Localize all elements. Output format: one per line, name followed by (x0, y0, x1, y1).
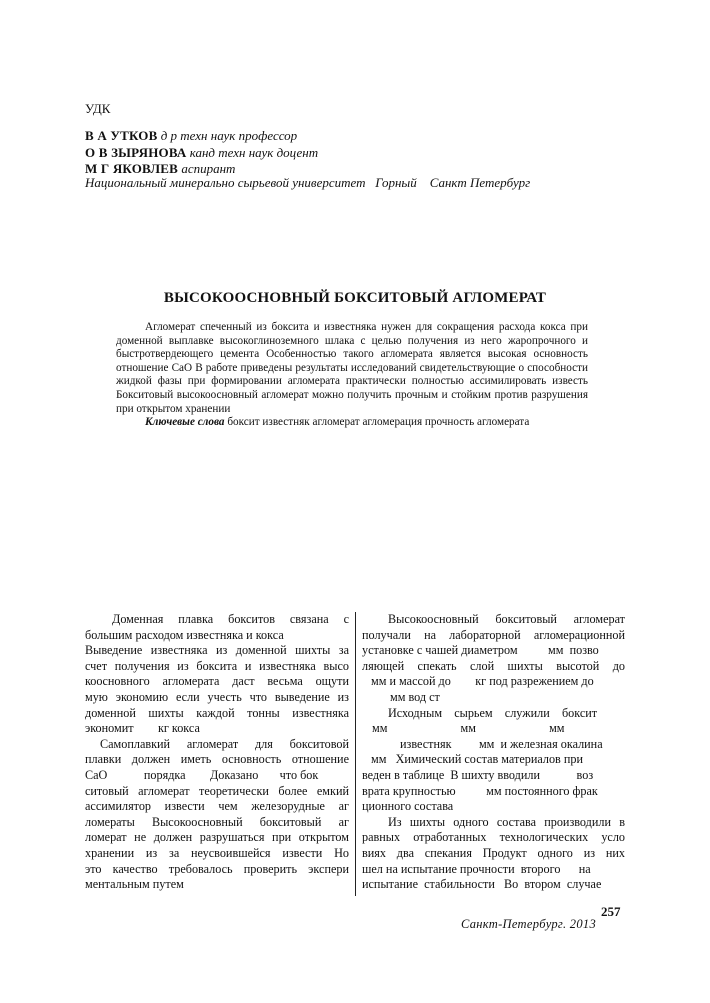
right-line: мм мм мм (372, 721, 565, 736)
right-line: известняк мм и железная окалина (400, 736, 603, 751)
abstract (116, 321, 588, 416)
page-number: 257 (601, 904, 621, 919)
left-line: ломерат не должен разрушаться при открытом (85, 830, 349, 845)
keywords-line (145, 416, 529, 428)
author-2-role: канд техн наук доцент (189, 145, 319, 160)
left-line: Выведение известняка из доменной шихты за (85, 643, 349, 658)
abstract-text: Агломерат спеченный из боксита и известняка нужен для сокращения расхода кокса при доменной выплавке высокоглиноземного шлака с целью получения из него жаропрочного и быстротвердеющего цемента Особенностью такого агломерата является высокая основность отношение CaO В работе приведены результаты исследований свидетельствующие о способности жидкой фазы при формировании агломерата практически полностью ассимилировать известь Бокситовый высокоосновный агломерат можно получить прочным и стойким против разрушения при открытом хранении (116, 321, 588, 415)
left-line: доменной шихты каждой тонны известняка (85, 705, 349, 720)
left-line: Доменная плавка бокситов связана с (112, 612, 349, 626)
right-line: мм Химический состав материалов при (371, 752, 583, 767)
right-line: ляющей спекать слой шихты высотой до (362, 658, 625, 673)
author-3-name: М Г ЯКОВЛЕВ (85, 161, 179, 176)
left-line: плавки должен иметь основность отношение (85, 752, 349, 767)
keywords-text: боксит известняк агломерат агломерация прочность агломерата (227, 416, 530, 428)
right-line: Из шихты одного состава производили в (388, 814, 625, 829)
right-line: веден в таблице В шихту вводили воз (362, 767, 594, 782)
left-column (85, 612, 349, 893)
author-2-name: О В ЗЫРЯНОВА (85, 145, 187, 160)
left-line: ситовый агломерат теоретически более емкий (85, 783, 349, 798)
left-line: экономит кг кокса (85, 721, 200, 736)
footer-city-year: Санкт-Петербург. 2013 (461, 917, 596, 931)
keywords-label: Ключевые слова (145, 416, 225, 428)
paper-title: ВЫСОКООСНОВНЫЙ БОКСИТОВЫЙ АГЛОМЕРАТ (163, 290, 547, 306)
author-1-name: В А УТКОВ (85, 128, 158, 143)
affiliation: Национальный минерально сырьевой университет Горный Санкт Петербург (85, 175, 531, 190)
right-line: Высокоосновный бокситовый агломерат (388, 612, 625, 626)
left-line: большим расходом известняка и кокса (85, 627, 284, 642)
right-line: Исходным сырьем служили боксит (388, 705, 598, 720)
author-1 (85, 128, 297, 144)
column-divider (355, 612, 356, 896)
right-line: виях два спекания Продукт одного из них (362, 845, 625, 860)
author-2 (85, 145, 318, 161)
author-1-role: д р техн наук профессор (160, 128, 298, 143)
right-line: испытание стабильности Во втором случае (362, 877, 602, 892)
right-line: мм и массой до кг под разрежением до (371, 674, 594, 689)
right-line: мм вод ст (390, 689, 440, 704)
right-column (362, 612, 625, 893)
left-line: ломераты Высокоосновный бокситовый аг (85, 814, 349, 829)
udk-label: УДК (85, 101, 111, 116)
right-line: ционного состава (362, 799, 454, 814)
right-line: установке с чашей диаметром мм позво (362, 643, 599, 658)
left-line: Самоплавкий агломерат для бокситовой (100, 736, 349, 751)
left-line: счет получения из боксита и известняка высо (85, 658, 349, 673)
right-line: шел на испытание прочности второго на (362, 861, 591, 876)
left-line: мую экономию если учесть что выведение из (85, 689, 349, 704)
left-line: кооcновного агломерата даст весьма ощути (85, 674, 349, 689)
right-line: врата крупностью мм постоянного фрак (362, 783, 598, 798)
left-line: ментальным путем (85, 877, 184, 892)
right-line: равных отработанных технологических усло (362, 830, 625, 845)
left-line: это качество требовалось проверить экспери (85, 861, 349, 876)
author-3-role: аспирант (181, 161, 236, 176)
left-line: CaO порядка Доказано что бок (85, 767, 319, 782)
left-line: ассимилятор извести чем железорудные аг (85, 799, 349, 814)
left-line: хранении из за неусвоившейся извести Но (85, 845, 349, 860)
right-line: получали на лабораторной агломерационной (362, 627, 625, 642)
